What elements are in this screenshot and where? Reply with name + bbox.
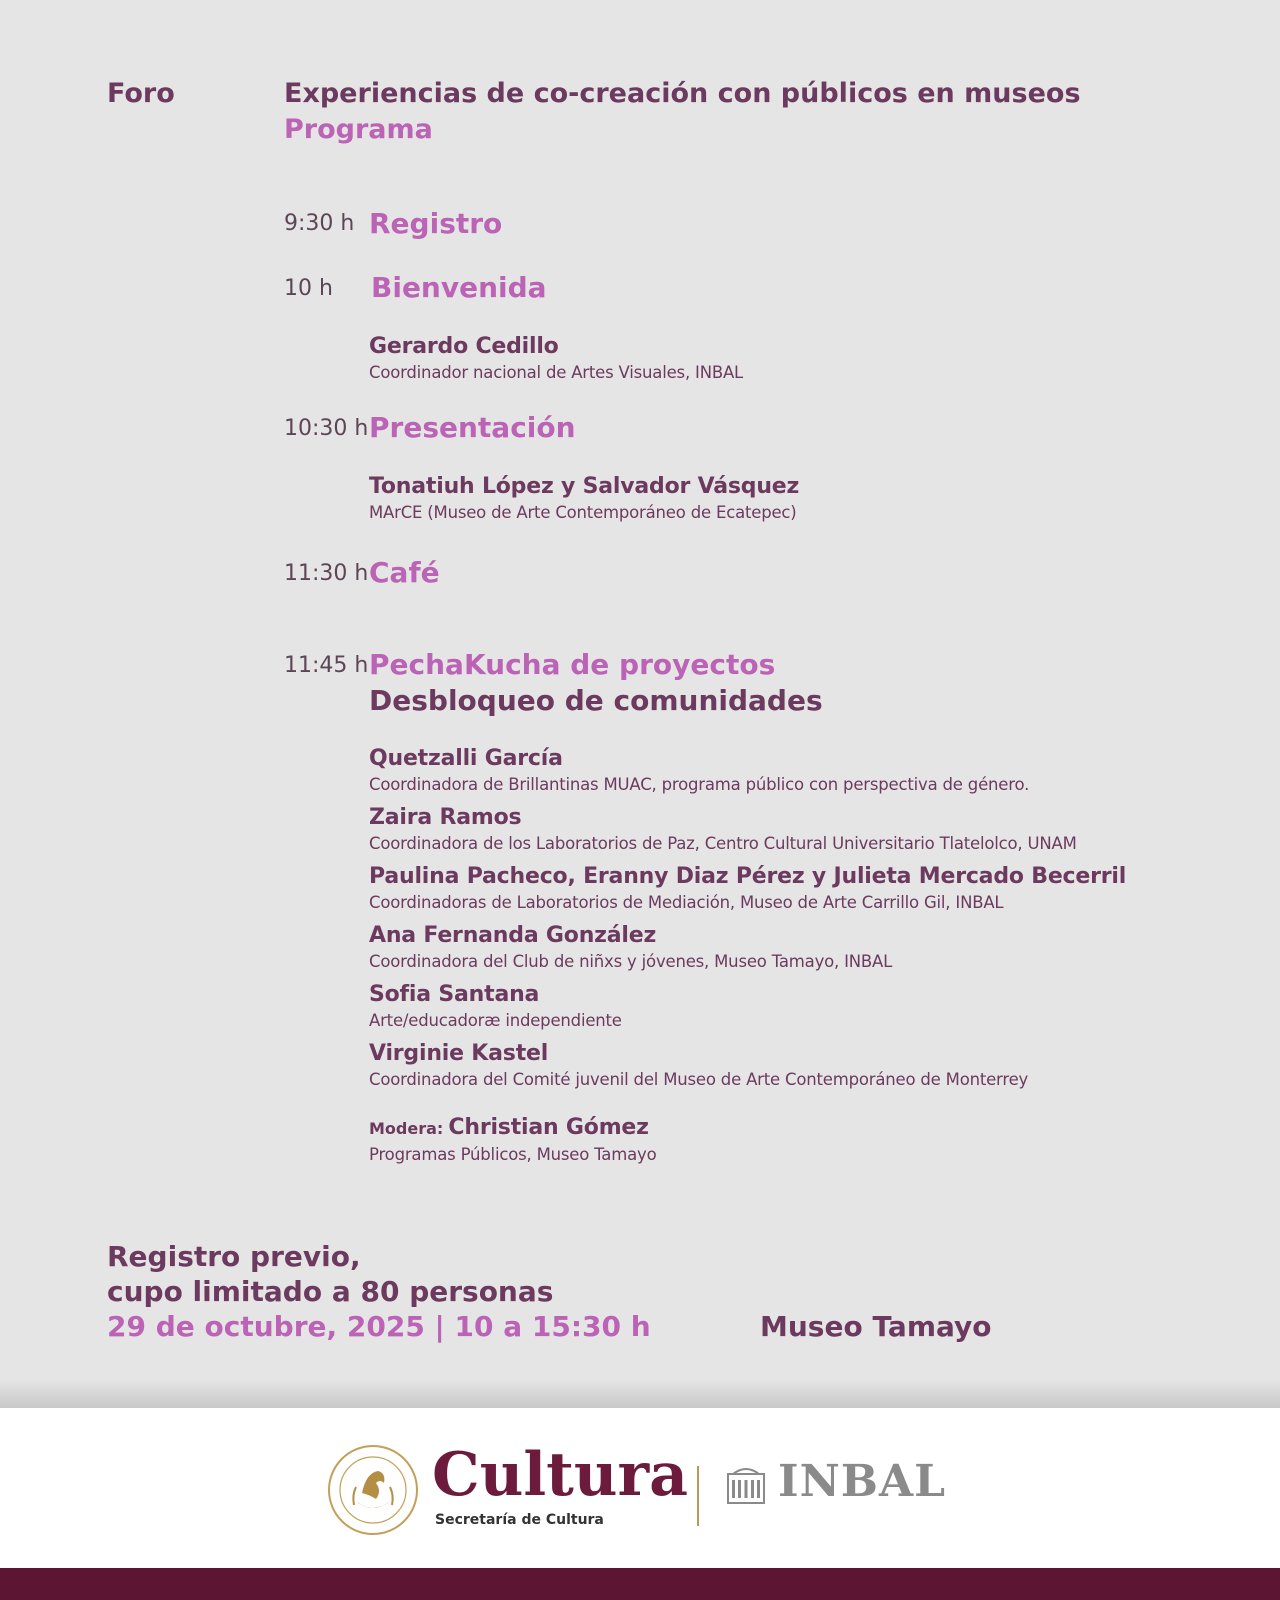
speaker-name: Zaira Ramos	[369, 805, 522, 830]
speaker-name: Paulina Pacheco, Eranny Diaz Pérez y Julieta Mercado Becerril	[369, 864, 1127, 889]
inbal-wordmark: INBAL	[778, 1456, 947, 1507]
inbal-building-icon	[727, 1466, 765, 1504]
moderator-line	[369, 1115, 649, 1140]
speaker-role: Coordinadora del Comité juvenil del Museo de Arte Contemporáneo de Monterrey	[369, 1070, 1029, 1089]
speaker-role: Coordinadoras de Laboratorios de Mediación, Museo de Arte Carrillo Gil, INBAL	[369, 893, 1004, 912]
time-bienvenida: 10 h	[284, 276, 333, 301]
speaker-name: Gerardo Cedillo	[369, 334, 559, 359]
speaker-role: MArCE (Museo de Arte Contemporáneo de Ecatepec)	[369, 503, 797, 522]
section-registro: Registro	[369, 207, 503, 240]
forum-label: Foro	[107, 78, 175, 109]
program-subtitle: Programa	[284, 114, 433, 145]
registration-note: Registro previo,	[107, 1240, 361, 1273]
time-pechakucha: 11:45 h	[284, 653, 369, 678]
moderator-label: Modera:	[369, 1119, 444, 1138]
speaker-role: Arte/educadoræ independiente	[369, 1011, 622, 1030]
speaker-name: Quetzalli García	[369, 746, 563, 771]
section-subtitle: Desbloqueo de comunidades	[369, 684, 823, 717]
speaker-name: Ana Fernanda González	[369, 923, 657, 948]
section-presentacion: Presentación	[369, 411, 576, 444]
time-cafe: 11:30 h	[284, 561, 369, 586]
time-presentacion: 10:30 h	[284, 416, 369, 441]
speaker-role: Coordinador nacional de Artes Visuales, INBAL	[369, 363, 744, 382]
speaker-name: Virginie Kastel	[369, 1041, 549, 1066]
mexico-seal-logo	[326, 1443, 420, 1537]
speaker-name: Tonatiuh López y Salvador Vásquez	[369, 474, 800, 499]
footer-shadow	[0, 1380, 1280, 1408]
section-pechakucha: PechaKucha de proyectos	[369, 648, 776, 681]
speaker-role: Coordinadora del Club de niñxs y jóvenes, Museo Tamayo, INBAL	[369, 952, 893, 971]
section-cafe: Café	[369, 556, 440, 589]
cultura-subtitle: Secretaría de Cultura	[435, 1512, 604, 1528]
moderator-role: Programas Públicos, Museo Tamayo	[369, 1145, 657, 1164]
cultura-wordmark: Cultura	[432, 1440, 688, 1510]
speaker-role: Coordinadora de Brillantinas MUAC, programa público con perspectiva de género.	[369, 775, 1030, 794]
venue: Museo Tamayo	[760, 1310, 992, 1343]
logo-divider	[697, 1466, 699, 1526]
bottom-color-bar	[0, 1568, 1280, 1600]
speaker-name: Sofia Santana	[369, 982, 540, 1007]
time-registro: 9:30 h	[284, 211, 355, 236]
speaker-role: Coordinadora de los Laboratorios de Paz, Centro Cultural Universitario Tlatelolco, UNAM	[369, 834, 1077, 853]
section-bienvenida: Bienvenida	[371, 271, 547, 304]
moderator-name: Christian Gómez	[448, 1115, 649, 1140]
event-date: 29 de octubre, 2025 | 10 a 15:30 h	[107, 1310, 651, 1343]
page-title: Experiencias de co-creación con públicos en museos	[284, 78, 1081, 109]
capacity-note: cupo limitado a 80 personas	[107, 1275, 554, 1308]
